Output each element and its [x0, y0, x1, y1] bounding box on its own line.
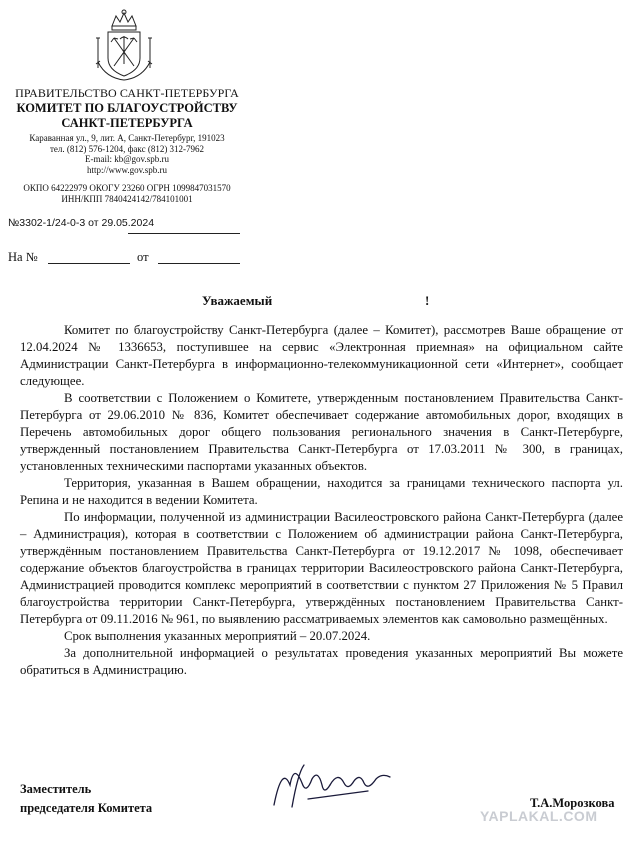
- registry-codes-line1: ОКПО 64222979 ОКОГУ 23260 ОГРН 1099847031570: [23, 183, 231, 193]
- coat-of-arms-emblem: [88, 8, 160, 84]
- reply-number-blank: [48, 263, 130, 264]
- paragraph-2: В соответствии с Положением о Комитете, утвержденным постановлением Правительства Санкт-Петербурга от 29.06.2010 № 836, Комитет обеспечивает содержание автомобильных дорог, входящих в Перечень автомобильных дорог общего пользования регионального значения в Санкт-Петербурге, утвержденный постановлением Правительства Санкт-Петербурга от 17.03.2011 № 300, в границах, установленных техническими паспортами указанных объектов.: [20, 391, 623, 473]
- committee-name-line1: КОМИТЕТ ПО БЛАГОУСТРОЙСТВУ: [16, 101, 238, 115]
- paragraph-3: Территория, указанная в Вашем обращении, находится за границами технического паспорта ул. Репина и не находится в ведении Комитета.: [20, 476, 623, 507]
- handwritten-signature: [268, 755, 398, 815]
- paragraph-6: За дополнительной информацией о результатах проведения указанных мероприятий Вы можете обратиться в Администрацию.: [20, 646, 623, 677]
- site-watermark: YAPLAKAL.COM: [480, 808, 598, 824]
- salutation-exclamation: !: [425, 293, 430, 308]
- letter-body: [20, 322, 623, 679]
- contact-block: [8, 133, 246, 175]
- committee-name: [8, 101, 246, 131]
- phone-fax: тел. (812) 576-1204, факс (812) 312-7962: [49, 143, 205, 154]
- reply-number-label: На №: [8, 250, 38, 264]
- reply-date-label: от: [137, 250, 149, 264]
- signatory-title-line2: председателя Комитета: [20, 801, 153, 815]
- outgoing-number: №3302-1/24-0-3 от 29.05.2024: [8, 217, 155, 229]
- registry-codes-line2: ИНН/КПП 7840424142/784101001: [61, 193, 193, 204]
- paragraph-1: Комитет по благоустройству Санкт-Петербурга (далее – Комитет), рассмотрев Ваше обращение от 12.04.2024 № 1336653, поступившее на сервис «Электронная приемная» на официальном сайте Администрации Санкт-Петербурга в информационно-телекоммуникационной сети «Интернет», сообщает следующее.: [20, 323, 623, 388]
- paragraph-5: Срок выполнения указанных мероприятий – 20.07.2024.: [64, 629, 371, 643]
- government-name: ПРАВИТЕЛЬСТВО САНКТ-ПЕТЕРБУРГА: [15, 86, 239, 100]
- reply-reference: [8, 250, 38, 265]
- postal-address: Караванная ул., 9, лит. А, Санкт-Петербург, 191023: [29, 133, 225, 143]
- signatory-title: [20, 780, 152, 818]
- salutation-word: Уважаемый: [202, 293, 273, 308]
- signatory-name: Т.А.Морозкова: [530, 796, 615, 810]
- website: http://www.gov.spb.ru: [86, 164, 168, 175]
- signatory-title-line1: Заместитель: [20, 782, 92, 796]
- registry-codes: [8, 183, 246, 204]
- outgoing-number-underline: [128, 233, 240, 234]
- paragraph-4: По информации, полученной из администрации Василеостровского района Санкт-Петербурга (далее – Администрация), которая в соответствии с Положением об администрации района Санкт-Петербурга, утверждённым постановлением Правительства Санкт-Петербурга от 19.12.2017 № 1098, обеспечивает содержание объектов благоустройства в границах территории Василеостровского района Санкт-Петербурга, Администрацией проводится комплекс мероприятий в соответствии с пунктом 27 Приложения № 5 Правил благоустройства территории Санкт-Петербурга, утверждённых постановлением Правительства Санкт-Петербурга от 09.11.2016 № 961, по выявлению рассматриваемых элементов как самовольно размещённых.: [20, 510, 623, 626]
- reply-date-blank: [158, 263, 240, 264]
- email: E-mail: kb@gov.spb.ru: [85, 154, 169, 165]
- committee-name-line2: САНКТ-ПЕТЕРБУРГА: [61, 116, 193, 130]
